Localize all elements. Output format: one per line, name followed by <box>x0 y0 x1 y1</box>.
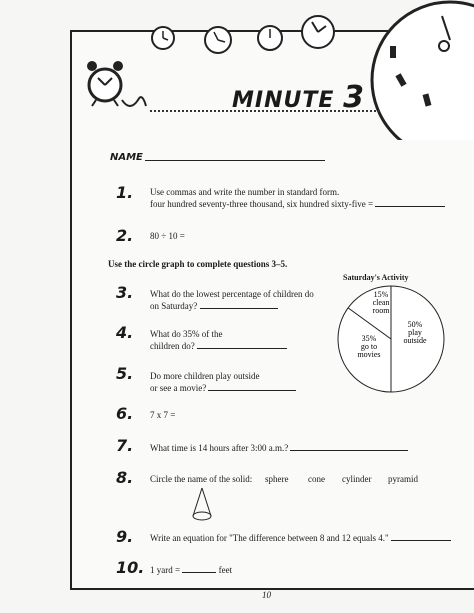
question-4: What do 35% of the children do? <box>150 328 287 352</box>
question-number: 8. <box>116 468 134 487</box>
question-2: 80 ÷ 10 = <box>150 231 185 241</box>
name-field[interactable] <box>145 160 325 161</box>
question-number: 2. <box>116 226 134 245</box>
clock-icon <box>152 27 174 49</box>
answer-blank[interactable] <box>182 564 216 573</box>
large-clock-icon <box>372 2 474 140</box>
question-8: Circle the name of the solid: sphere cone cylinder pyramid <box>150 474 418 484</box>
question-number: 3. <box>116 283 134 302</box>
name-label: NAME <box>110 152 143 163</box>
alarm-clock-icon <box>87 61 146 106</box>
question-7: What time is 14 hours after 3:00 a.m.? <box>150 442 408 454</box>
clock-decoration <box>0 0 474 140</box>
clock-icon <box>258 26 282 50</box>
question-number: 7. <box>116 436 134 455</box>
minute-number: 3 <box>343 80 365 115</box>
chart-title: Saturday's Activity <box>343 273 409 282</box>
clock-icon <box>205 27 231 53</box>
question-number: 1. <box>116 183 134 202</box>
option-sphere[interactable]: sphere <box>265 474 289 484</box>
question-number: 4. <box>116 323 134 342</box>
cone-icon <box>190 486 214 524</box>
answer-blank[interactable] <box>197 340 287 349</box>
answer-blank[interactable] <box>375 198 445 207</box>
title-dotted-line <box>150 110 380 112</box>
answer-blank[interactable] <box>391 532 451 541</box>
question-number: 6. <box>116 404 134 423</box>
question-6: 7 x 7 = <box>150 410 176 420</box>
pie-slice-label-movies: 35% go to movies <box>357 334 381 359</box>
option-cone[interactable]: cone <box>308 474 325 484</box>
question-10: 1 yard = feet <box>150 565 233 575</box>
question-number: 10. <box>116 558 145 577</box>
answer-blank[interactable] <box>290 442 408 451</box>
pie-slice-label-outside: 50% play outside <box>403 320 427 345</box>
answer-blank[interactable] <box>200 300 278 309</box>
option-cylinder[interactable]: cylinder <box>342 474 372 484</box>
question-3: What do the lowest percentage of children do on Saturday? <box>150 289 314 311</box>
question-number: 9. <box>116 527 134 546</box>
question-1: Use commas and write the number in standard form. four hundred seventy-three thousand, six hundred sixty-five = <box>150 186 445 210</box>
page-number: 10 <box>262 590 271 600</box>
pie-slice-label-room: 15% clean room <box>372 290 390 315</box>
question-5: Do more children play outside or see a movie? <box>150 370 296 394</box>
question-9: Write an equation for "The difference between 8 and 12 equals 4." <box>150 532 451 544</box>
page-title: MINUTE 3 <box>232 80 365 115</box>
pie-chart <box>335 283 447 395</box>
answer-blank[interactable] <box>208 382 296 391</box>
option-pyramid[interactable]: pyramid <box>388 474 418 484</box>
instruction-text: Use the circle graph to complete questions 3–5. <box>108 259 288 269</box>
question-number: 5. <box>116 364 134 383</box>
clock-icon <box>302 16 334 48</box>
